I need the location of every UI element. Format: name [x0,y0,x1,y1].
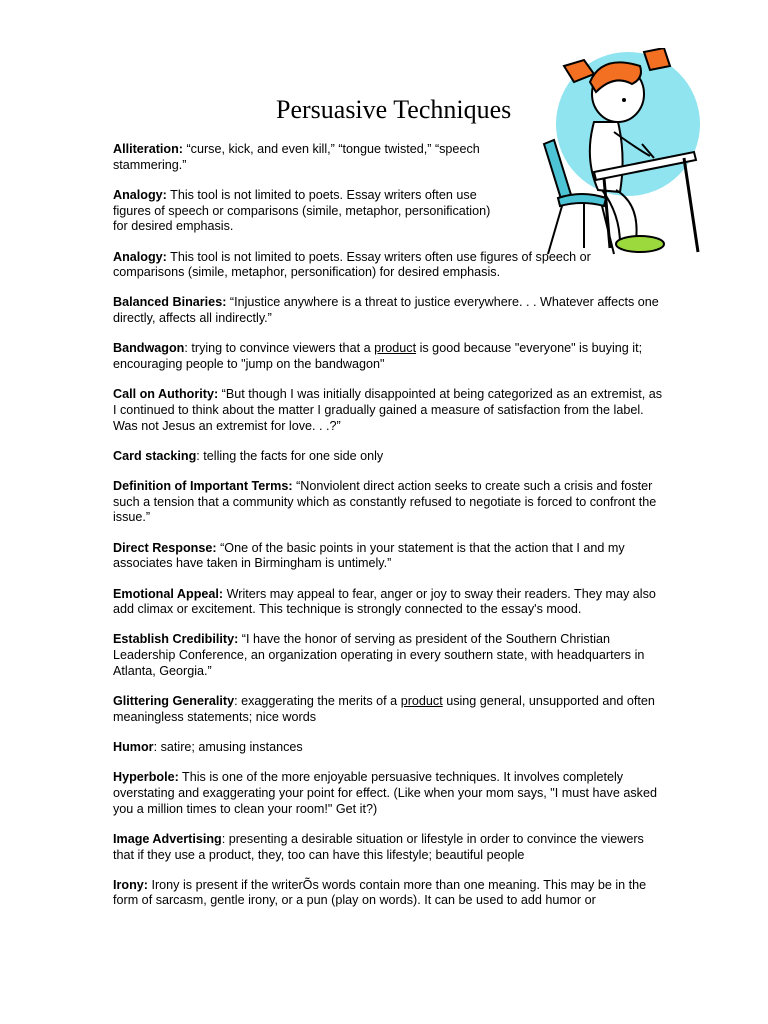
entry-text: Irony is present if the writerÕs words contain more than one meaning. This may be in the form of sarcasm, gentle irony, or a pun (play on words). It can be used to add humor or [113,877,647,908]
entry-text: This is one of the more enjoyable persuasive techniques. It involves completely overstating and exaggerating your point for effect. (Like when your mom says, "I must have asked you a million times to clean your room!" Get it?) [113,770,657,816]
entry-analogy-repeat [113,250,665,281]
page-title: Persuasive Techniques [276,95,512,124]
entry-term: Analogy: [113,187,167,202]
entry-text: “But though I was initially disappointed at being categorized as an extremist, as I continued to think about the matter I gradually gained a measure of satisfaction from the label. Was not Jesus an extremist for love. . .?” [113,387,663,433]
entry-card-stacking [113,449,665,465]
entry-text: using general, unsupported and often meaningless statements; nice words [113,694,655,724]
entry-text: “Nonviolent direct action seeks to create such a crisis and foster such a tension that a community which as constantly refused to negotiate is forced to confront the issue.” [113,479,657,525]
entry-analogy [113,188,507,235]
entry-term: Balanced Binaries: [113,295,227,310]
entry-direct-response [113,541,665,572]
entry-text: This tool is not limited to poets. Essay writers often use figures of speech or comparisons (simile, metaphor, personification) for desired emphasis. [113,249,591,280]
entry-text: is good because "everyone" is buying it; encouraging people to "jump on the bandwagon" [113,341,643,372]
entry-term: Glittering Generality [113,694,235,709]
underlined-word: product [400,694,443,709]
entry-term: Alliteration: [113,142,183,156]
entry-text: : presenting a desirable situation or lifestyle in order to convince the viewers that if they use a product, they, too can have this lifestyle; beautiful people [113,831,644,862]
entry-term: Analogy: [113,249,167,264]
entry-text: “One of the basic points in your statement is that the action that I and my associates have taken in Birmingham is untimely.” [113,540,625,571]
entry-text: “I have the honor of serving as president of the Southern Christian Leadership Conference, an organization operating in every southern state, with headquarters in Atlanta, Georgia.” [113,632,645,678]
entry-term: Humor [113,739,154,754]
entry-term: Card stacking [113,448,197,463]
entry-term: Establish Credibility: [113,632,239,647]
entry-hyperbole [113,770,665,817]
entry-text: : trying to convince viewers that a [184,341,375,356]
entry-image-advertising [113,832,665,863]
entry-text: Writers may appeal to fear, anger or joy to sway their readers. They may also add climax or excitement. This technique is strongly connected to the essay's mood. [113,586,656,617]
entry-term: Hyperbole: [113,770,179,785]
entry-call-on-authority [113,387,665,434]
entry-term: Direct Response: [113,540,217,555]
entry-text: : exaggerating the merits of a [234,694,401,709]
entry-irony [113,878,665,909]
entry-emotional-appeal [113,587,665,618]
entry-text: This tool is not limited to poets. Essay writers often use figures of speech or comparisons (simile, metaphor, personification) for desired emphasis. [113,187,491,234]
entry-term: Irony: [113,877,148,892]
entry-term: Image Advertising [113,831,222,846]
entry-term: Emotional Appeal: [113,586,224,601]
entry-text: : telling the facts for one side only [196,448,384,463]
entry-alliteration [113,142,507,173]
entry-establish-credibility [113,632,665,679]
entry-text: : satire; amusing instances [153,739,303,754]
technique-list [113,142,665,924]
entry-definition-terms [113,479,665,526]
entry-bandwagon [113,341,665,372]
entry-glittering-generality [113,694,665,725]
entry-term: Call on Authority: [113,387,219,402]
entry-term: Definition of Important Terms: [113,479,293,494]
entry-balanced-binaries [113,295,665,326]
entry-term: Bandwagon [113,341,185,356]
entry-text: “Injustice anywhere is a threat to justice everywhere. . . Whatever affects one directly, affects all indirectly.” [113,295,659,326]
entry-text: “curse, kick, and even kill,” “tongue twisted,” “speech stammering.” [113,142,480,172]
entry-humor [113,740,665,756]
underlined-word: product [374,341,417,356]
